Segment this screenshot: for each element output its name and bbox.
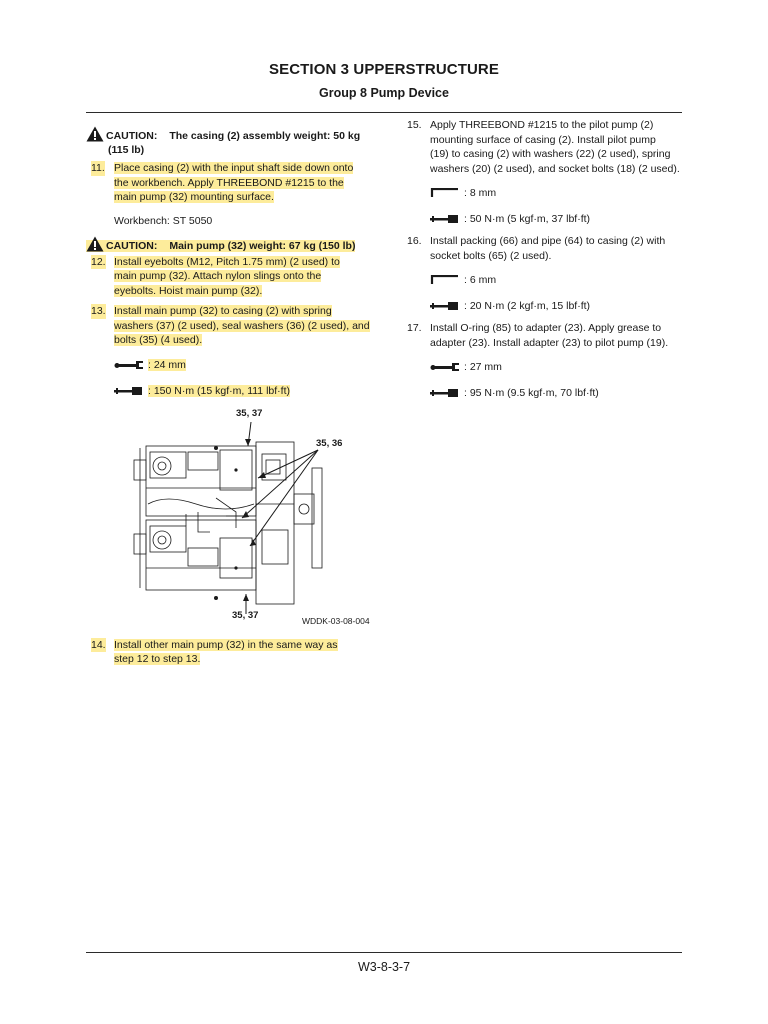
step-text: main pump (32) mounting surface. xyxy=(114,191,274,203)
step-text: mounting surface of casing (2). Install pilot pump xyxy=(430,133,656,146)
step-15 xyxy=(402,118,692,176)
torque-wrench-icon xyxy=(430,214,460,224)
step-text: Install main pump (32) to casing (2) with spring xyxy=(114,305,332,317)
step-12 xyxy=(86,255,382,299)
step-text: step 12 to step 13. xyxy=(114,653,201,665)
step-11 xyxy=(86,161,382,205)
wrench-size: : 27 mm xyxy=(464,361,502,373)
step-text: bolts (35) (4 used). xyxy=(114,334,203,346)
step-number: 17. xyxy=(407,322,422,334)
callout-right: 35, 36 xyxy=(316,437,343,449)
torque-value: : 20 N·m (2 kgf·m, 15 lbf·ft) xyxy=(464,300,591,312)
step-number: 12. xyxy=(91,255,106,268)
hex-key-size: : 8 mm xyxy=(464,187,497,199)
step-text: Install packing (66) and pipe (64) to casing (2) with xyxy=(430,235,666,247)
step-text: Install eyebolts (M12, Pitch 1.75 mm) (2 used) to xyxy=(114,255,340,268)
step-number: 16. xyxy=(407,235,422,247)
step-17 xyxy=(402,321,692,350)
torque-value: : 150 N·m (15 kgf·m, 111 lbf·ft) xyxy=(148,384,290,397)
step-14 xyxy=(86,638,382,667)
step-text: washers (20) (2 used), and socket bolts (18) (2 used). xyxy=(430,162,680,175)
torque-spec xyxy=(86,384,382,398)
section-title: SECTION 3 UPPERSTRUCTURE xyxy=(269,61,499,78)
wrench-spec xyxy=(86,358,382,372)
right-column xyxy=(402,118,692,400)
step-text: adapter (23). Install adapter (23) to pilot pump (19). xyxy=(430,336,669,349)
step-text: the workbench. Apply THREEBOND #1215 to the xyxy=(114,176,344,189)
wrench-icon xyxy=(430,362,460,372)
step-text: main pump (32). Attach nylon slings onto the xyxy=(114,270,322,282)
left-column xyxy=(86,126,382,667)
hex-key-spec xyxy=(402,273,692,287)
torque-wrench-icon xyxy=(430,388,460,398)
step-text: eyebolts. Hoist main pump (32). xyxy=(114,284,263,297)
caution-main-pump-weight xyxy=(86,236,382,253)
step-text: Install other main pump (32) in the same way as xyxy=(114,638,338,651)
header-divider xyxy=(86,112,682,113)
wrench-size: : 24 mm xyxy=(148,358,186,371)
torque-wrench-icon xyxy=(430,301,460,311)
wrench-spec xyxy=(402,360,692,374)
torque-spec xyxy=(402,212,692,226)
caution-casing-weight xyxy=(86,126,382,157)
step-text: Apply THREEBOND #1215 to the pilot pump (2) xyxy=(430,119,654,131)
step-number: 11. xyxy=(91,162,105,174)
torque-wrench-icon xyxy=(114,386,144,396)
step-text: Place casing (2) with the input shaft side down onto xyxy=(114,162,354,174)
hex-key-spec xyxy=(402,186,692,200)
step-text: Install O-ring (85) to adapter (23). Apply grease to xyxy=(430,322,662,334)
caution-text: The casing (2) assembly weight: 50 kg xyxy=(169,130,361,142)
hex-key-size: : 6 mm xyxy=(464,274,497,286)
step-text: washers (37) (2 used), seal washers (36) (2 used), and xyxy=(114,319,370,332)
hex-key-icon xyxy=(430,275,460,285)
caution-text: Main pump (32) weight: 67 kg (150 lb) xyxy=(169,239,356,252)
step-text: (19) to casing (2) with washers (22) (2 used), spring xyxy=(430,148,671,160)
torque-value: : 95 N·m (9.5 kgf·m, 70 lbf·ft) xyxy=(464,387,599,399)
torque-value: : 50 N·m (5 kgf·m, 37 lbf·ft) xyxy=(464,213,591,225)
caution-label: CAUTION: xyxy=(106,239,158,252)
group-title: Group 8 Pump Device xyxy=(319,86,449,100)
step-16 xyxy=(402,234,692,263)
workbench-note: Workbench: ST 5050 xyxy=(114,214,213,227)
footer-divider xyxy=(86,952,682,953)
torque-spec xyxy=(402,299,692,313)
step-number: 14. xyxy=(91,638,106,651)
step-number: 15. xyxy=(407,119,422,131)
caution-label: CAUTION: xyxy=(106,130,158,142)
wrench-icon xyxy=(114,360,144,370)
callout-bottom: 35, 37 xyxy=(232,609,259,621)
step-text: socket bolts (65) (2 used). xyxy=(430,249,552,262)
warning-triangle-icon xyxy=(86,126,104,142)
torque-spec xyxy=(402,386,692,400)
warning-triangle-icon xyxy=(86,236,104,252)
caution-text-cont: (115 lb) xyxy=(108,144,145,156)
figure-code: WDDK-03-08-004 xyxy=(302,615,370,626)
step-13 xyxy=(86,304,382,348)
step-number: 13. xyxy=(91,305,106,317)
callout-top: 35, 37 xyxy=(236,407,263,419)
pump-assembly-figure xyxy=(86,408,382,630)
hex-key-icon xyxy=(430,188,460,198)
page-number: W3-8-3-7 xyxy=(357,960,411,974)
